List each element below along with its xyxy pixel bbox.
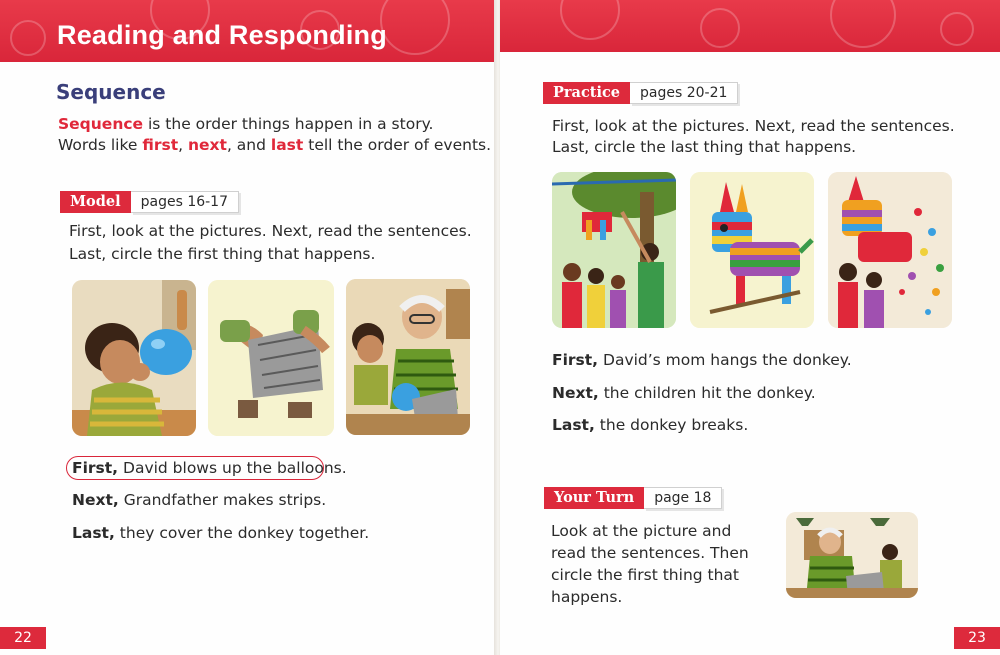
your-turn-tag: [544, 486, 722, 510]
your-turn-line-4: happens.: [551, 588, 623, 606]
practice-sentence-next[interactable]: [552, 382, 816, 404]
practice-label: Practice: [543, 82, 630, 104]
sentence-lead: Next,: [552, 384, 599, 402]
grandfather-workshop-illustration: [786, 512, 918, 598]
grandfather-boy-illustration: [346, 279, 470, 435]
left-page: [0, 0, 496, 655]
keyword-next: next: [187, 136, 227, 154]
sentence-first[interactable]: [72, 457, 347, 479]
donkey-pinata-illustration: [690, 172, 814, 328]
sentence-lead: Next,: [72, 491, 119, 509]
model-instruction-1: First, look at the pictures. Next, read the sentences.: [69, 222, 472, 240]
page-number-left: 22: [0, 627, 46, 649]
keyword-first: first: [142, 136, 179, 154]
donkey-breaks-illustration: [828, 172, 952, 328]
sentence-last[interactable]: [72, 522, 369, 544]
sentence-next[interactable]: [72, 489, 326, 511]
separator: , and: [226, 136, 271, 154]
model-pages: pages 16-17: [131, 191, 239, 213]
sentence-text: David blows up the balloons.: [118, 459, 347, 477]
right-page: [500, 0, 1000, 655]
sentence-lead: Last,: [552, 416, 595, 434]
picture-donkey-breaks: [828, 172, 952, 328]
your-turn-pages: page 18: [644, 487, 722, 509]
sentence-lead: First,: [72, 459, 119, 477]
page-number-right: 23: [954, 627, 1000, 649]
swirl-decoration: [10, 20, 46, 56]
your-turn-line-1: Look at the picture and: [551, 522, 732, 540]
swirl-decoration: [830, 0, 896, 48]
sentence-text: the children hit the donkey.: [598, 384, 816, 402]
paper-strips-illustration: [208, 280, 334, 436]
definition-line-1: [58, 113, 433, 135]
your-turn-line-3: circle the first thing that: [551, 566, 740, 584]
boy-balloon-illustration: [72, 280, 196, 436]
definition-text: is the order things happen in a story.: [143, 115, 434, 133]
separator: ,: [178, 136, 188, 154]
picture-donkey-pinata: [690, 172, 814, 328]
model-label: Model: [60, 191, 131, 213]
picture-grandfather-boy: [346, 279, 470, 435]
swirl-decoration: [560, 0, 620, 40]
your-turn-line-2: read the sentences. Then: [551, 544, 749, 562]
keyword-last: last: [270, 136, 304, 154]
practice-pages: pages 20-21: [630, 82, 738, 104]
swirl-decoration: [700, 8, 740, 48]
swirl-decoration: [940, 12, 974, 46]
practice-sentence-last[interactable]: [552, 414, 748, 436]
header-band-right: [500, 0, 1000, 52]
unit-title: Reading and Responding: [57, 20, 387, 50]
sentence-text: Grandfather makes strips.: [118, 491, 327, 509]
model-tag: [60, 190, 239, 214]
your-turn-label: Your Turn: [544, 487, 644, 509]
picture-boy-balloon: [72, 280, 196, 436]
sentence-lead: Last,: [72, 524, 115, 542]
model-instruction-2: Last, circle the first thing that happens.: [69, 245, 376, 263]
practice-instruction-2: Last, circle the last thing that happens.: [552, 138, 857, 156]
practice-sentence-first[interactable]: [552, 349, 852, 371]
term-sequence: Sequence: [58, 115, 144, 133]
definition-text: tell the order of events.: [303, 136, 492, 154]
section-title: Sequence: [56, 80, 166, 104]
sentence-text: the donkey breaks.: [594, 416, 749, 434]
definition-text: Words like: [58, 136, 143, 154]
picture-mom-hangs-donkey: [552, 172, 676, 328]
definition-line-2: [58, 134, 491, 156]
mom-donkey-illustration: [552, 172, 676, 328]
practice-tag: [543, 81, 738, 105]
sentence-lead: First,: [552, 351, 599, 369]
picture-paper-strips: [208, 280, 334, 436]
swirl-decoration: [380, 0, 450, 55]
practice-instruction-1: First, look at the pictures. Next, read the sentences.: [552, 117, 955, 135]
sentence-text: David’s mom hangs the donkey.: [598, 351, 852, 369]
picture-your-turn: [786, 512, 918, 598]
sentence-text: they cover the donkey together.: [114, 524, 370, 542]
